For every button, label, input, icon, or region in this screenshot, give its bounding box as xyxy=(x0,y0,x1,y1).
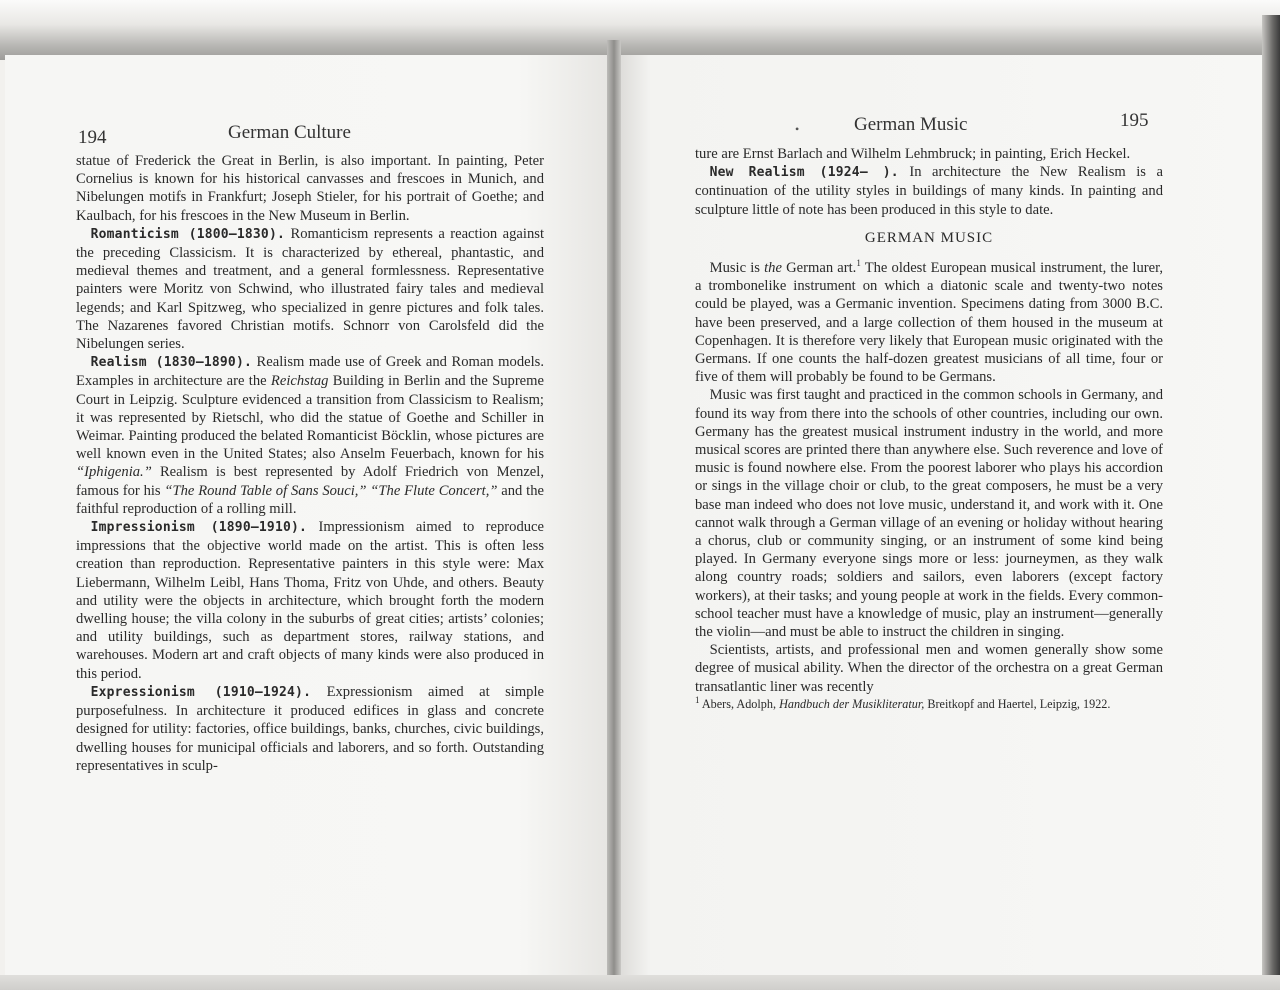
left-running-head: German Culture xyxy=(228,122,351,143)
book-gutter xyxy=(607,40,621,985)
music-1-a: Music is xyxy=(709,260,765,277)
footnote-author: Abers, Adolph, xyxy=(699,696,780,711)
right-text-column xyxy=(695,145,1163,712)
section-title-realism: Realism (1830–1890). xyxy=(90,355,253,371)
realism-reichstag: Reichstag xyxy=(270,373,329,390)
realism-round-table: “The Round Table of Sans Souci,” “The Flute Concert,” xyxy=(164,482,498,499)
section-title-romanticism: Romanticism (1800–1830). xyxy=(90,226,286,242)
paragraph-music-2: Music was first taught and practiced in the common schools in Germany, and found its way from there into the schools of other countries, including our own. Germany has the greatest musical instrument industry in the world, and more musical scores are printed there than anywhere else. Such reverence and love of music is found nowhere else. From the poorest laborer who plays his accordion or sings in the village choir or club, to the great composers, he must be a very base man indeed who does not love music, understand it, and work with it. One cannot walk through a German village of an evening or holiday without hearing a chorus, club or community singing, or an instrument of some kind being played. In Germany everyone sings more or less: journeymen, as they walk along country roads; soldiers and sailors, even laborers (except factory workers), at their tasks; and young people at work in the fields. Every common-school teacher must have a knowledge of music, play an instrument—generally the violin—and must be able to instruct the children in singing. xyxy=(695,387,1163,641)
music-1-the: the xyxy=(764,260,782,277)
section-heading-german-music: GERMAN MUSIC xyxy=(864,229,994,246)
paragraph-realism xyxy=(76,353,544,518)
book-edge xyxy=(1262,15,1280,990)
stray-mark: • xyxy=(795,122,800,136)
realism-text-a: Realism made use of Greek and Roman models. Examples in architecture are the xyxy=(76,354,544,390)
romanticism-text: Romanticism represents a reaction against the preceding Classicism. It is characterized by ethereal, phantastic, and medieval themes and treatment, and a general formlessness. Representative painters were Moritz von Schwind, who illustrated fairy tales and medieval legends; and Karl Spitzweg, who specialized in genre pictures and folk tales. The Nazarenes favored Christian motifs. Schnorr von Carolsfeld did the Nibelungen series. xyxy=(76,225,544,353)
music-1-b: German art. xyxy=(781,260,857,277)
music-1-c: The oldest European musical instrument, the lurer, a trombonelike instrument on which a diatonic scale and twenty-two notes could be played, was a Germanic invention. Specimens dating from 3000 B.C. have been preserved, and a large collection of them housed in the museum at Copenhagen. It is therefore very likely that European music originated with the Germans. If one counts the half-dozen greatest musicians of all time, four or five of them will probably be found to be Germans. xyxy=(695,260,1164,386)
new-realism-text: In architecture the New Realism is a continuation of the utility styles in buildings of many kinds. In painting and sculpture little of note has been produced in this style to date. xyxy=(695,164,1164,218)
right-running-head: German Music xyxy=(854,114,968,135)
left-text-column xyxy=(76,152,544,775)
footnote-title: Handbuch der Musikliteratur, xyxy=(779,696,925,711)
impressionism-text: Impressionism aimed to reproduce impressions that the objective world made on the artist. This is often less creation than reproduction. Representative painters in this style were: Max Liebermann, Wilhelm Leibl, Hans Thoma, Fritz von Uhde, and others. Beauty and utility were the objects in architecture, which brought forth the modern dwelling house; the villa colony in the suburbs of great cities; artists’ colonies; and utility buildings, such as department stores, railway stations, and warehouses. Modern art and craft objects of many kinds were also produced in this period. xyxy=(76,519,545,682)
realism-text-d: and the faithful reproduction of a rolling mill. xyxy=(76,482,544,517)
section-title-new-realism: New Realism (1924– ). xyxy=(709,165,899,181)
paragraph-music-3: Scientists, artists, and professional men and women generally show some degree of musical ability. When the director of the orchestra on a great German transatlantic liner was recently xyxy=(695,642,1163,695)
paragraph-statue: statue of Frederick the Great in Berlin, is also important. In painting, Peter Cornelius is known for his historical canvasses and frescoes in Munich, and Nibelungen motifs in Frankfurt; Joseph Stieler, for his portrait of Goethe; and Kaulbach, for his frescoes in the New Museum in Berlin. xyxy=(76,153,544,224)
paragraph-romanticism xyxy=(76,225,544,353)
section-title-expressionism: Expressionism (1910–1924). xyxy=(90,684,312,700)
right-page-number: 195 xyxy=(1120,110,1149,131)
expressionism-text: Expressionism aimed at simple purposefulness. In architecture it produced edifices in glass and concrete designed for utility: factories, office buildings, banks, churches, civic buildings, dwelling houses for municipal officials and laborers, and so forth. Outstanding representatives in sculp- xyxy=(76,683,544,774)
realism-iphigenia: “Iphigenia.” xyxy=(76,464,152,481)
footnote-publisher: Breitkopf and Haertel, Leipzig, 1922. xyxy=(924,696,1111,711)
footnote-mark: 1 xyxy=(695,694,700,705)
paragraph-music-1 xyxy=(695,259,1163,386)
footnote-reference: 1 xyxy=(856,258,861,269)
scan-top-shadow xyxy=(0,0,1280,60)
paragraph-impressionism xyxy=(76,518,544,683)
section-title-impressionism: Impressionism (1890–1910). xyxy=(90,520,308,536)
paragraph-sculpture-cont: ture are Ernst Barlach and Wilhelm Lehmbruck; in painting, Erich Heckel. xyxy=(695,146,1131,162)
left-page-number: 194 xyxy=(78,127,107,148)
paragraph-new-realism xyxy=(695,163,1163,219)
footnote xyxy=(695,696,1163,712)
realism-text-b: Building in Berlin and the Supreme Court in Leipzig. Sculpture evidenced a transition from Classicism to Realism; it was represented by Rietschl, who did the statue of Goethe and Schiller in Weimar. Painting produced the belated Romanticist Böcklin, whose pictures are well known even in the United States; also Anselm Feuerbach, known for his xyxy=(76,373,544,463)
realism-text-c: Realism is best represented by Adolf Friedrich von Menzel, famous for his xyxy=(76,464,544,499)
paragraph-expressionism xyxy=(76,683,544,775)
scan-bottom-edge xyxy=(0,975,1280,990)
